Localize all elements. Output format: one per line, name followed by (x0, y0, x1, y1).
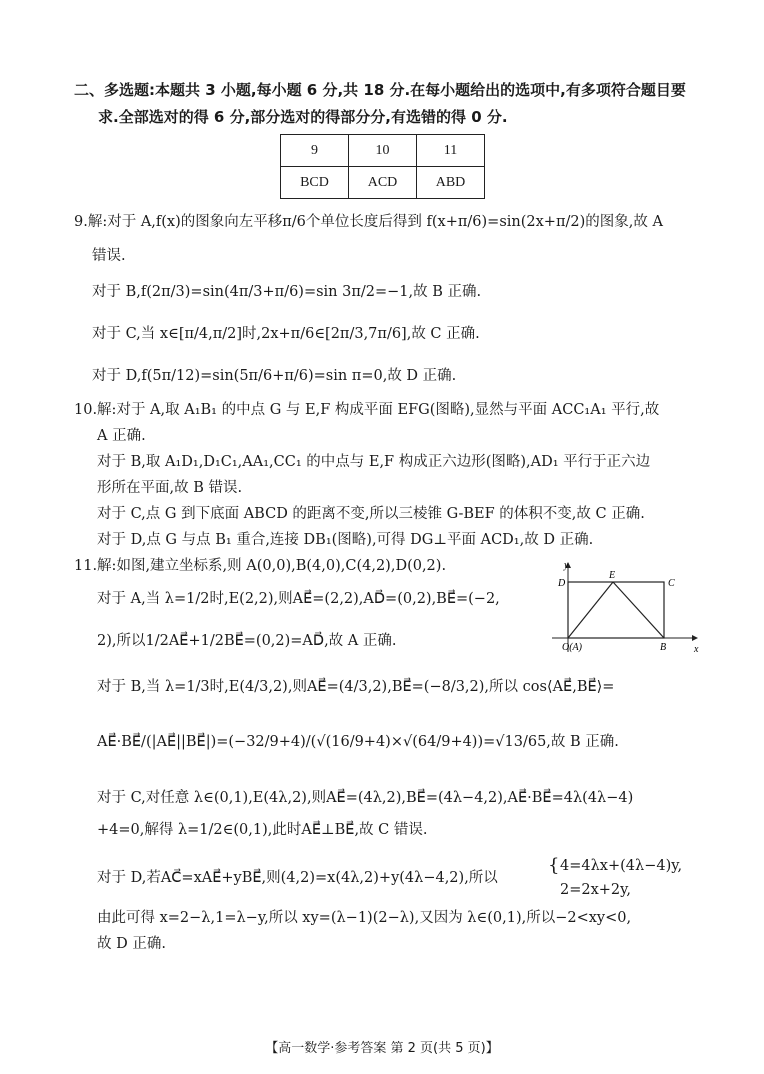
q11-line7: +4=0,解得 λ=1/2∈(0,1),此时AE⃗⊥BE⃗,故 C 错误. (97, 822, 428, 838)
page-footer: 【高一数学·参考答案 第 2 页(共 5 页)】 (265, 1041, 499, 1056)
q11-line1: 11.解:如图,建立坐标系,则 A(0,0),B(4,0),C(4,2),D(0,2). (74, 558, 447, 574)
equation-system-line2: 2=2x+2y, (560, 882, 632, 898)
q11-line9: 由此可得 x=2−λ,1=λ−y,所以 xy=(λ−1)(2−λ),又因为 λ∈(0,1),所以−2<xy<0, (97, 910, 632, 926)
q9-line1: 9.解:对于 A,f(x)的图象向左平移π/6个单位长度后得到 f(x+π/6)=sin(2x+π/2)的图象,故 A (74, 214, 663, 230)
brace-icon: { (548, 855, 560, 876)
table-cell: 9 (281, 135, 349, 167)
q9-line3: 对于 B,f(2π/3)=sin(4π/3+π/6)=sin 3π/2=−1,故 B 正确. (92, 284, 482, 300)
point-label-d: D (558, 578, 566, 589)
q10-line4: 形所在平面,故 B 错误. (97, 480, 243, 496)
axis-label-x: x (694, 644, 699, 655)
section-heading-line2: 求.全部选对的得 6 分,部分选对的得部分分,有选错的得 0 分. (98, 108, 508, 126)
table-row (281, 135, 485, 167)
table-cell: ACD (349, 167, 417, 199)
answer-table (280, 134, 485, 199)
q9-line2: 错误. (92, 248, 126, 264)
coordinate-figure (552, 560, 702, 656)
q10-line6: 对于 D,点 G 与点 B₁ 重合,连接 DB₁(图略),可得 DG⊥平面 ACD₁,故 D 正确. (97, 532, 594, 548)
q9-line5: 对于 D,f(5π/12)=sin(5π/6+π/6)=sin π=0,故 D 正确. (92, 368, 457, 384)
q11-line8: 对于 D,若AC⃗=xAE⃗+yBE⃗,则(4,2)=x(4λ,2)+y(4λ−4,2),所以 (97, 870, 498, 886)
point-label-c: C (668, 578, 675, 589)
q10-line5: 对于 C,点 G 到下底面 ABCD 的距离不变,所以三棱锥 G-BEF 的体积不变,故 C 正确. (97, 506, 645, 522)
q11-line10: 故 D 正确. (97, 936, 166, 952)
q11-line4: 对于 B,当 λ=1/3时,E(4/3,2),则AE⃗=(4/3,2),BE⃗=(−8/3,2),所以 cos⟨AE⃗,BE⃗⟩= (97, 679, 615, 695)
q11-line6: 对于 C,对任意 λ∈(0,1),E(4λ,2),则AE⃗=(4λ,2),BE⃗=(4λ−4,2),AE⃗·BE⃗=4λ(4λ−4) (97, 790, 634, 806)
table-cell: BCD (281, 167, 349, 199)
q11-line3: 2),所以1/2AE⃗+1/2BE⃗=(0,2)=AD⃗,故 A 正确. (97, 633, 397, 649)
table-cell: 11 (417, 135, 485, 167)
point-label-e: E (609, 570, 616, 581)
q9-line4: 对于 C,当 x∈[π/4,π/2]时,2x+π/6∈[2π/3,7π/6],故 C 正确. (92, 326, 480, 342)
point-label-o: O(A) (562, 642, 582, 653)
section-heading-line1: 二、多选题:本题共 3 小题,每小题 6 分,共 18 分.在每小题给出的选项中,有多项符合题目要 (74, 81, 686, 99)
q11-line2: 对于 A,当 λ=1/2时,E(2,2),则AE⃗=(2,2),AD⃗=(0,2),BE⃗=(−2, (97, 591, 500, 607)
q10-line1: 10.解:对于 A,取 A₁B₁ 的中点 G 与 E,F 构成平面 EFG(图略),显然与平面 ACC₁A₁ 平行,故 (74, 402, 660, 418)
table-row (281, 167, 485, 199)
q11-line5: AE⃗·BE⃗/(|AE⃗||BE⃗|)=(−32/9+4)/(√(16/9+4)×√(64/9+4))=√13/65,故 B 正确. (97, 734, 619, 750)
equation-system-line1: 4=4λx+(4λ−4)y, (560, 858, 683, 874)
q10-line2: A 正确. (97, 428, 146, 444)
point-label-b: B (660, 642, 667, 653)
q10-line3: 对于 B,取 A₁D₁,D₁C₁,AA₁,CC₁ 的中点与 E,F 构成正六边形(图略),AD₁ 平行于正六边 (97, 454, 651, 470)
axis-label-y: y (564, 560, 569, 571)
table-cell: 10 (349, 135, 417, 167)
table-cell: ABD (417, 167, 485, 199)
